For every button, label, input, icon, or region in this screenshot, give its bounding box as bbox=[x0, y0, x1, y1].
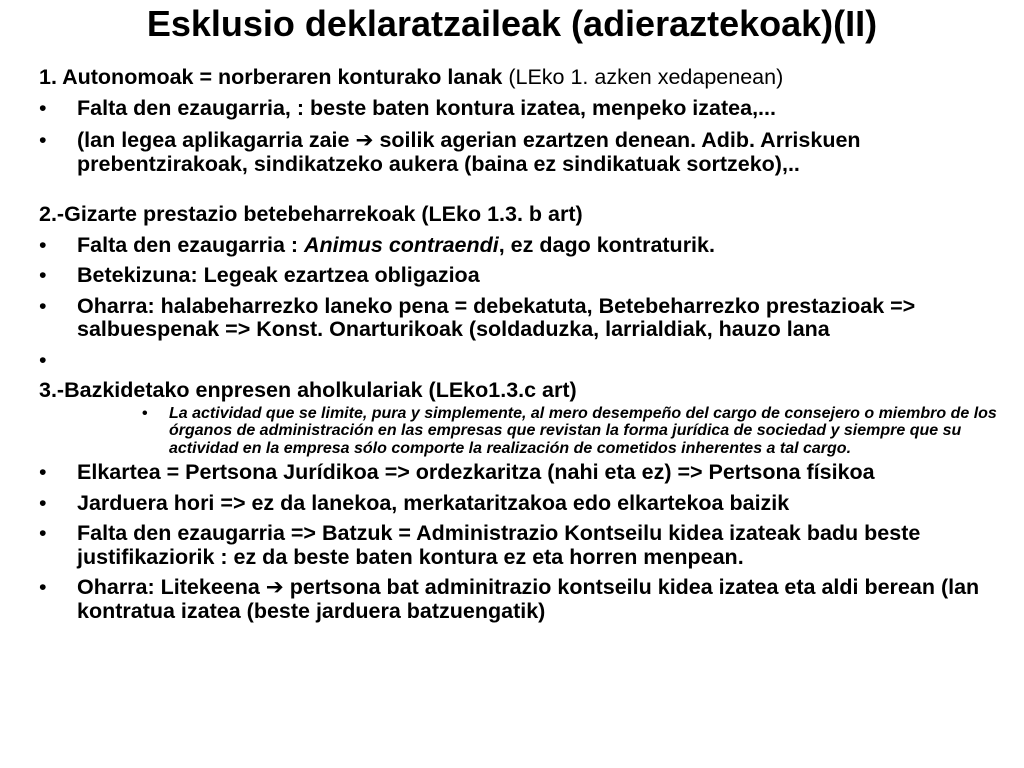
bullet-dot: • bbox=[39, 575, 47, 599]
section2-heading: 2.-Gizarte prestazio betebeharrekoak (LEko 1.3. b art) bbox=[39, 202, 583, 226]
section1-heading bbox=[39, 66, 999, 90]
section3-bullet-3 bbox=[39, 522, 999, 569]
section2-bullet-3 bbox=[39, 295, 999, 342]
bullet-text-after: , ez dago kontraturik. bbox=[498, 232, 715, 257]
section3-bullet-2 bbox=[39, 492, 999, 516]
right-arrow-icon: ➔ bbox=[355, 128, 374, 152]
section2-bullet-2 bbox=[39, 264, 999, 288]
slide-body bbox=[39, 66, 999, 623]
bullet-dot: • bbox=[39, 490, 47, 515]
slide-title: Esklusio deklaratzaileak (adieraztekoak)(II) bbox=[146, 3, 878, 44]
bullet-text-after: pertsona bat adminitrazio kontseilu kidea izatea eta aldi berean (lan kontratua izatea (beste jarduera batzuengatik) bbox=[77, 575, 980, 623]
bullet-text: Jarduera hori => ez da lanekoa, merkataritzakoa edo elkartekoa baizik bbox=[77, 490, 790, 515]
right-arrow-icon: ➔ bbox=[265, 575, 284, 599]
bullet-text: Falta den ezaugarria, : beste baten kontura izatea, menpeko izatea,... bbox=[77, 95, 776, 120]
bullet-text-after: soilik agerian ezartzen denean. Adib. Arriskuen prebentzirakoak, sindikatzeko aukera (baina ez sindikatuak sortzeko),.. bbox=[77, 128, 861, 176]
section1-heading-normal: (LEko 1. azken xedapenean) bbox=[508, 65, 784, 89]
bullet-text: Betekizuna: Legeak ezartzea obligazioa bbox=[77, 263, 480, 287]
spacer bbox=[39, 176, 999, 199]
bullet-dot: • bbox=[142, 404, 148, 422]
bullet-dot: • bbox=[39, 347, 47, 372]
bullet-dot: • bbox=[39, 128, 47, 152]
bullet-dot: • bbox=[39, 263, 47, 287]
bullet-dot: • bbox=[39, 460, 47, 484]
section2-bullet-1 bbox=[39, 234, 999, 258]
section3-bullet-1 bbox=[39, 461, 999, 485]
section1-heading-bold: 1. Autonomoak = norberaren konturako lanak bbox=[39, 65, 509, 89]
quote-text: La actividad que se limite, pura y simplemente, al mero desempeño del cargo de consejero o miembro de los órganos de administración en las empresas que revistan la forma jurídica de sociedad y siempre que su actividad en la empresa sólo comporte la realización de cometidos inherentes a tal cargo. bbox=[169, 404, 997, 457]
bullet-dot: • bbox=[39, 232, 47, 257]
bullet-dot: • bbox=[39, 293, 47, 318]
bullet-text-before: Oharra: Litekeena bbox=[77, 575, 266, 599]
bullet-text-before: Falta den ezaugarria : bbox=[77, 232, 305, 257]
section2-bullet-4 bbox=[39, 349, 999, 373]
bullet-text-italic: Animus contraendi bbox=[304, 232, 499, 257]
bullet-dot: • bbox=[39, 95, 47, 120]
bullet-text: Oharra: halabeharrezko laneko pena = debekatuta, Betebeharrezko prestazioak => salbuespenak => Konst. Onarturikoak (soldaduzka, larrialdiak, hauzo lana bbox=[77, 293, 916, 341]
section3-bullet-4 bbox=[39, 576, 999, 623]
bullet-text: Elkartea = Pertsona Jurídikoa => ordezkaritza (nahi eta ez) => Pertsona físikoa bbox=[77, 460, 875, 484]
section1-bullet-2 bbox=[39, 129, 999, 176]
bullet-text-before: (lan legea aplikagarria zaie bbox=[77, 128, 356, 152]
bullet-dot: • bbox=[39, 521, 47, 545]
section3-heading: 3.-Bazkidetako enpresen aholkulariak (LEko1.3.c art) bbox=[39, 378, 577, 402]
bullet-text: Falta den ezaugarria => Batzuk = Administrazio Kontseilu kidea izateak badu beste justifikaziorik : ez da beste baten kontura ez eta horren menpean. bbox=[77, 521, 921, 569]
section3-quote bbox=[39, 405, 999, 458]
section1-bullet-1 bbox=[39, 97, 999, 121]
